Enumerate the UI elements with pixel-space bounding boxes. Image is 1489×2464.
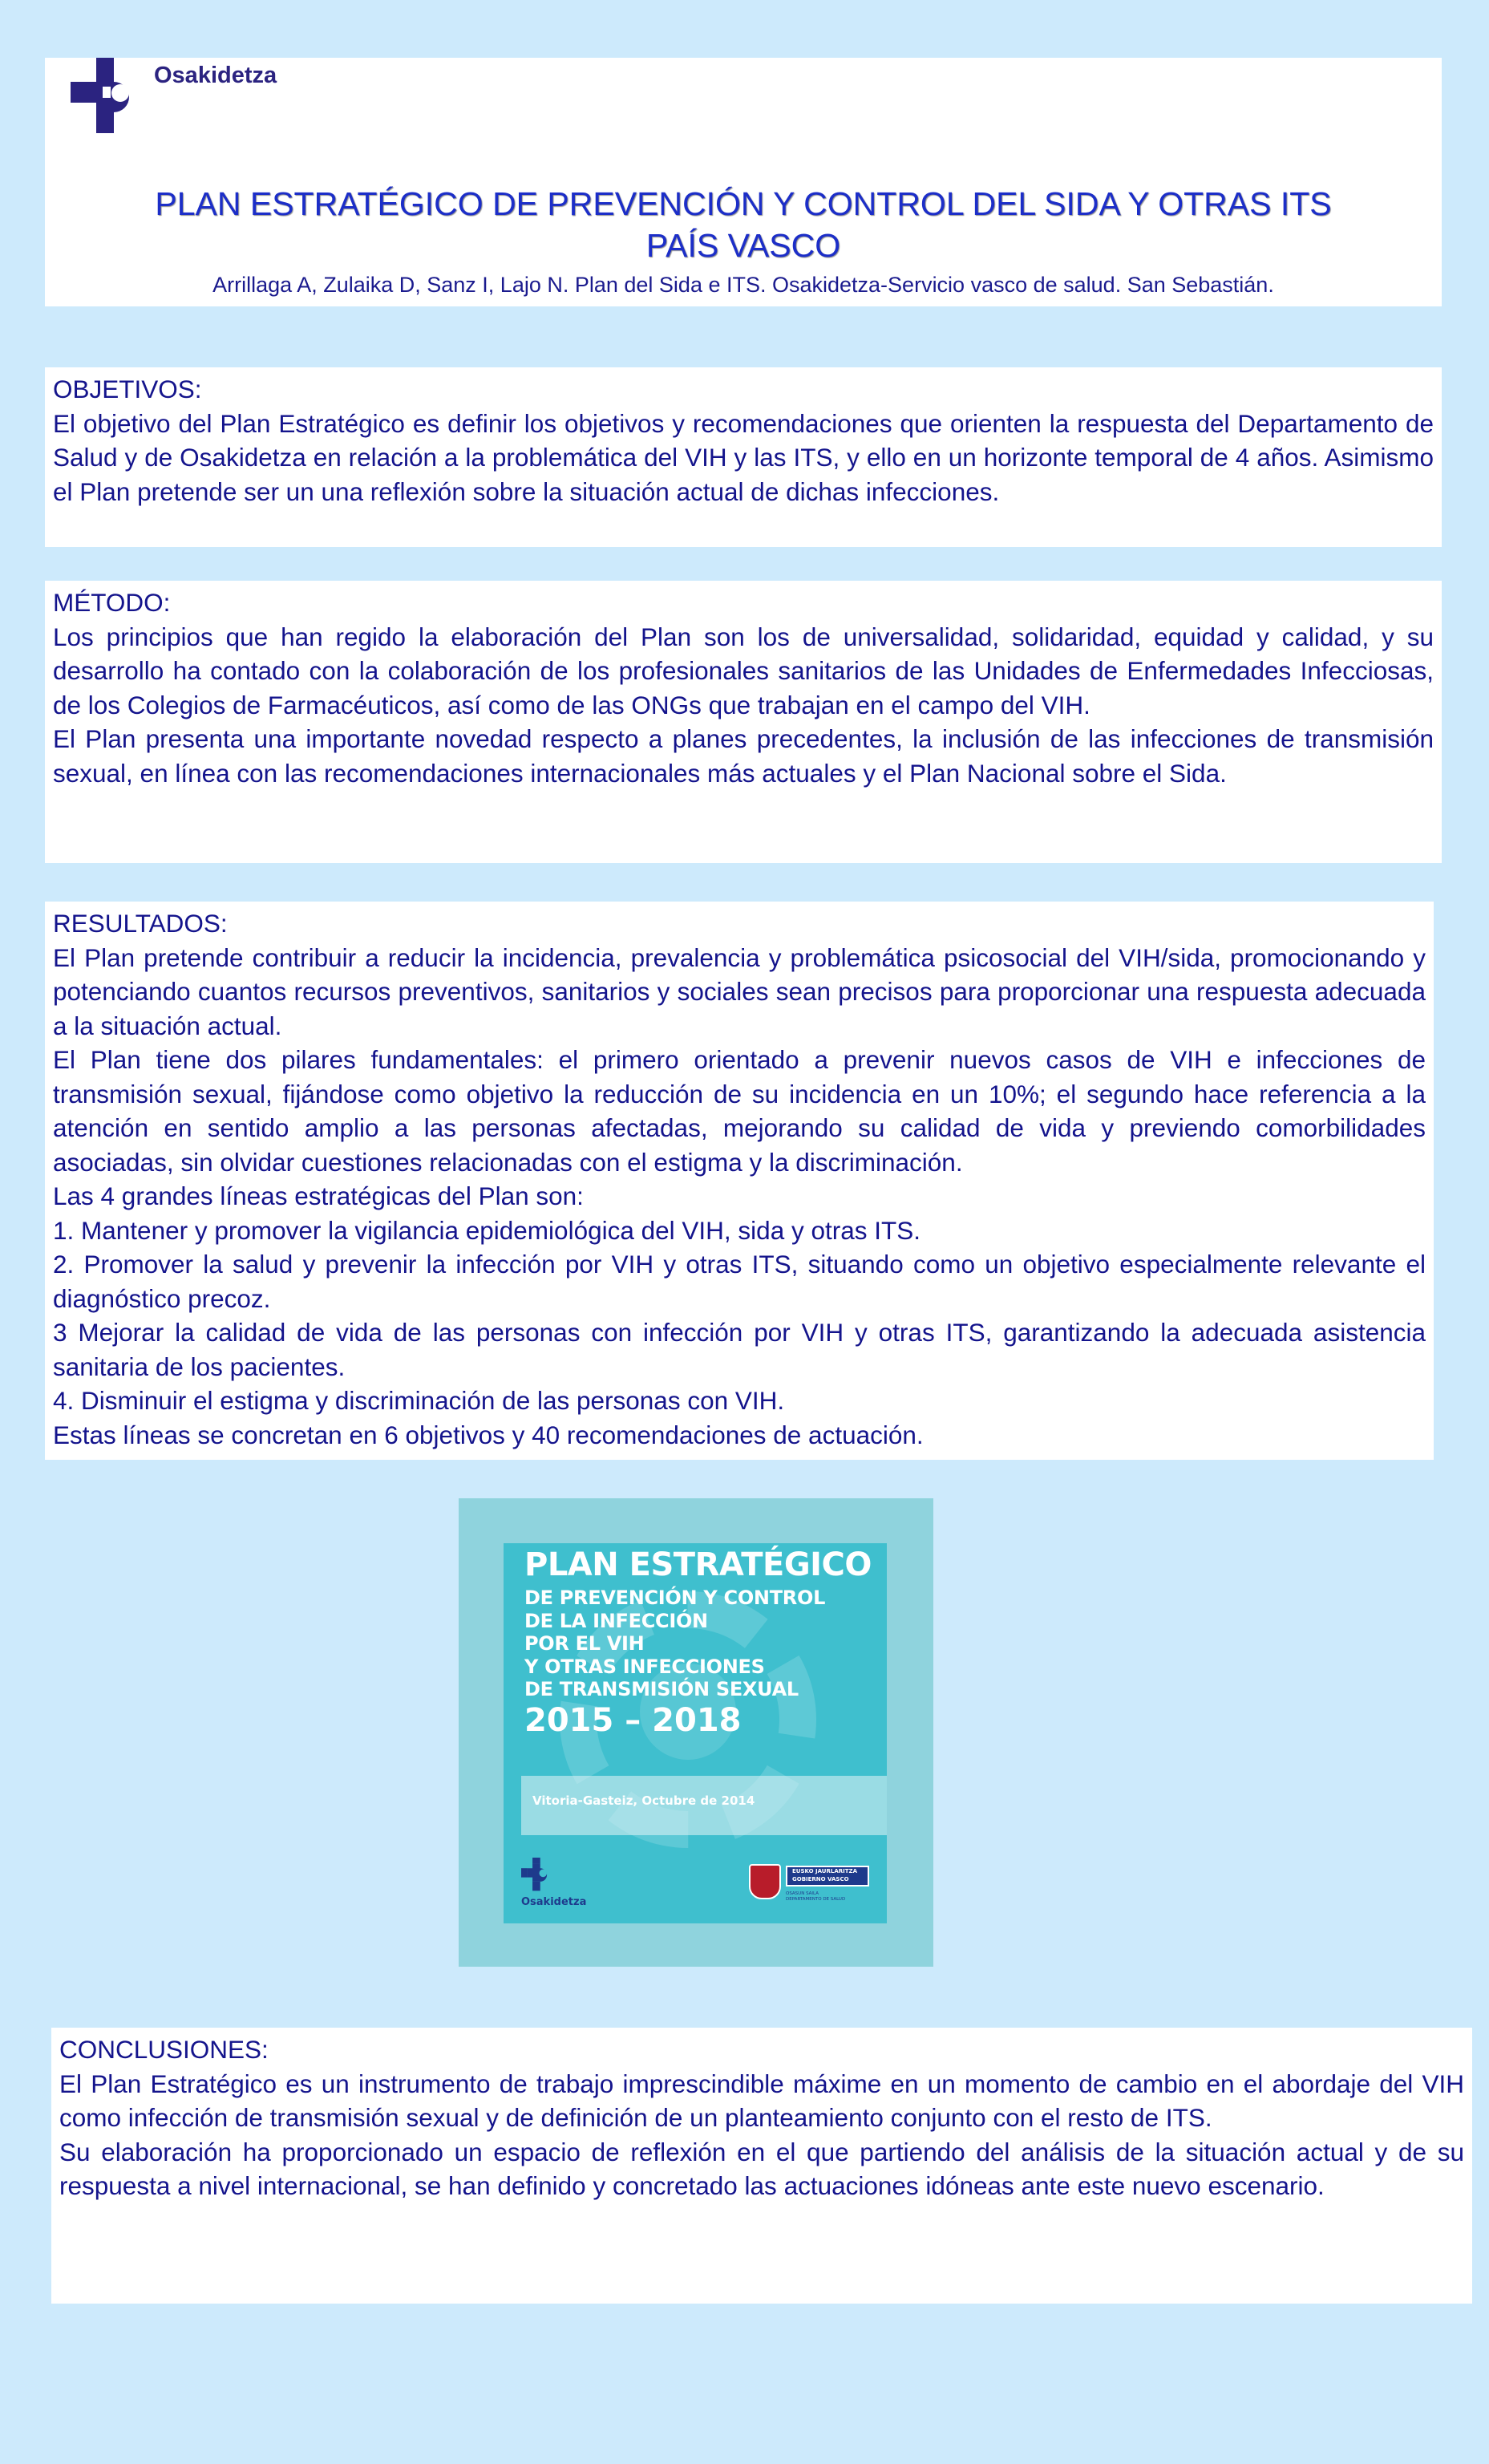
cover-subtitle [524, 1587, 825, 1701]
section-metodo [45, 581, 1442, 863]
metodo-heading: MÉTODO: [53, 588, 171, 617]
cover-years: 2015 – 2018 [524, 1702, 742, 1739]
resultados-paragraph: El Plan tiene dos pilares fundamentales: el primero orientado a prevenir nuevos casos de VIH e infecciones de transmisión sexual, fijándose como objetivo la reducción de su incidencia en un 10%; el segundo hace referencia a la atención en sentido amplio a las personas afectadas, mejorando su calidad de vida y previendo comorbilidades asociadas, sin olvidar cuestiones relacionadas con el estigma y la discriminación. [53, 1045, 1426, 1177]
resultados-line-1: 1. Mantener y promover la vigilancia epidemiológica del VIH, sida y otras ITS. [53, 1215, 921, 1245]
osakidetza-logo-icon [521, 1858, 556, 1893]
cover-subtitle-line: DE LA INFECCIÓN [524, 1609, 708, 1632]
cover-logo-text: Osakidetza [521, 1896, 587, 1908]
cover-title: PLAN ESTRATÉGICO [524, 1546, 872, 1583]
dept-line-1: OSASUN SAILA [786, 1891, 819, 1896]
cover-subtitle-line: POR EL VIH [524, 1632, 645, 1655]
conclusiones-heading: CONCLUSIONES: [59, 2035, 269, 2064]
gov-line-1: EUSKO JAURLARITZA [792, 1868, 858, 1874]
title-line-2: PAÍS VASCO [645, 227, 841, 264]
cover-place-date: Vitoria-Gasteiz, Octubre de 2014 [532, 1793, 755, 1808]
resultados-paragraph: Las 4 grandes líneas estratégicas del Plan son: [53, 1181, 584, 1210]
cover-subtitle-line: Y OTRAS INFECCIONES [524, 1655, 765, 1678]
plan-cover [504, 1543, 887, 1923]
objetivos-paragraph: El objetivo del Plan Estratégico es definir los objetivos y recomendaciones que orienten la respuesta del Departamento de Salud y de Osakidetza en relación a la problemática del VIH y las ITS, y ello en un horizonte temporal de 4 años. Asimismo el Plan pretende ser un una reflexión sobre la situación actual de dichas infecciones. [53, 408, 1434, 506]
plan-cover-image [459, 1498, 933, 1967]
section-objetivos [45, 367, 1442, 547]
dept-line-2: DEPARTAMENTO DE SALUD [786, 1897, 846, 1902]
metodo-paragraph: El Plan presenta una importante novedad respecto a planes precedentes, la inclusión de las infecciones de transmisión sexual, en línea con las recomendaciones internacionales más actuales y el Plan Nacional sobre el Sida. [53, 724, 1434, 788]
gov-name [786, 1866, 869, 1886]
poster-title [45, 183, 1442, 266]
objetivos-heading: OBJETIVOS: [53, 375, 202, 403]
resultados-line-3: 3 Mejorar la calidad de vida de las personas con infección por VIH y otras ITS, garantizando la adecuada asistencia sanitaria de los pacientes. [53, 1318, 1426, 1381]
resultados-paragraph: El Plan pretende contribuir a reducir la incidencia, prevalencia y problemática psicosocial del VIH/sida, promocionando y potenciando cuantos recursos preventivos, sanitarios y sociales sean precisos para proporcionar una respuesta adecuada a la situación actual. [53, 942, 1426, 1040]
section-resultados [45, 902, 1434, 1460]
resultados-paragraph: Estas líneas se concretan en 6 objetivos y 40 recomendaciones de actuación. [53, 1420, 924, 1449]
metodo-paragraph: Los principios que han regido la elaboración del Plan son los de universalidad, solidaridad, equidad y calidad, y su desarrollo ha contado con la colaboración de los profesionales sanitarios de las Unidades de Enfermedades Infecciosas, de los Colegios de Farmacéuticos, así como de las ONGs que trabajan en el campo del VIH. [53, 622, 1434, 719]
title-line-1: PLAN ESTRATÉGICO DE PREVENCIÓN Y CONTROL DEL SIDA Y OTRAS ITS [155, 185, 1332, 222]
logo-text: Osakidetza [154, 63, 277, 88]
gobierno-vasco-logo [749, 1864, 869, 1902]
resultados-line-2: 2. Promover la salud y prevenir la infección por VIH y otras ITS, situando como un objetivo especialmente relevante el diagnóstico precoz. [53, 1250, 1426, 1313]
resultados-heading: RESULTADOS: [53, 909, 228, 938]
cover-subtitle-line: DE TRANSMISIÓN SEXUAL [524, 1678, 799, 1700]
authors-line: Arrillaga A, Zulaika D, Sanz I, Lajo N. Plan del Sida e ITS. Osakidetza-Servicio vasco de salud. San Sebastián. [212, 273, 1274, 297]
cover-subtitle-line: DE PREVENCIÓN Y CONTROL [524, 1587, 826, 1609]
gov-department [786, 1891, 845, 1903]
osakidetza-logo-icon [71, 58, 151, 138]
conclusiones-paragraph: Su elaboración ha proporcionado un espacio de reflexión en el que partiendo del análisis de la situación actual y de su respuesta a nivel internacional, se han definido y concretado las actuaciones idóneas ante este nuevo escenario. [59, 2137, 1464, 2200]
shield-icon [749, 1864, 781, 1899]
section-conclusiones [51, 2028, 1472, 2304]
resultados-line-4: 4. Disminuir el estigma y discriminación de las personas con VIH. [53, 1386, 785, 1415]
gov-line-2: GOBIERNO VASCO [792, 1876, 849, 1882]
poster-header [45, 58, 1442, 306]
conclusiones-paragraph: El Plan Estratégico es un instrumento de trabajo imprescindible máxime en un momento de cambio en el abordaje del VIH como infección de transmisión sexual y de definición de un planteamiento conjunto con el resto de ITS. [59, 2069, 1464, 2132]
